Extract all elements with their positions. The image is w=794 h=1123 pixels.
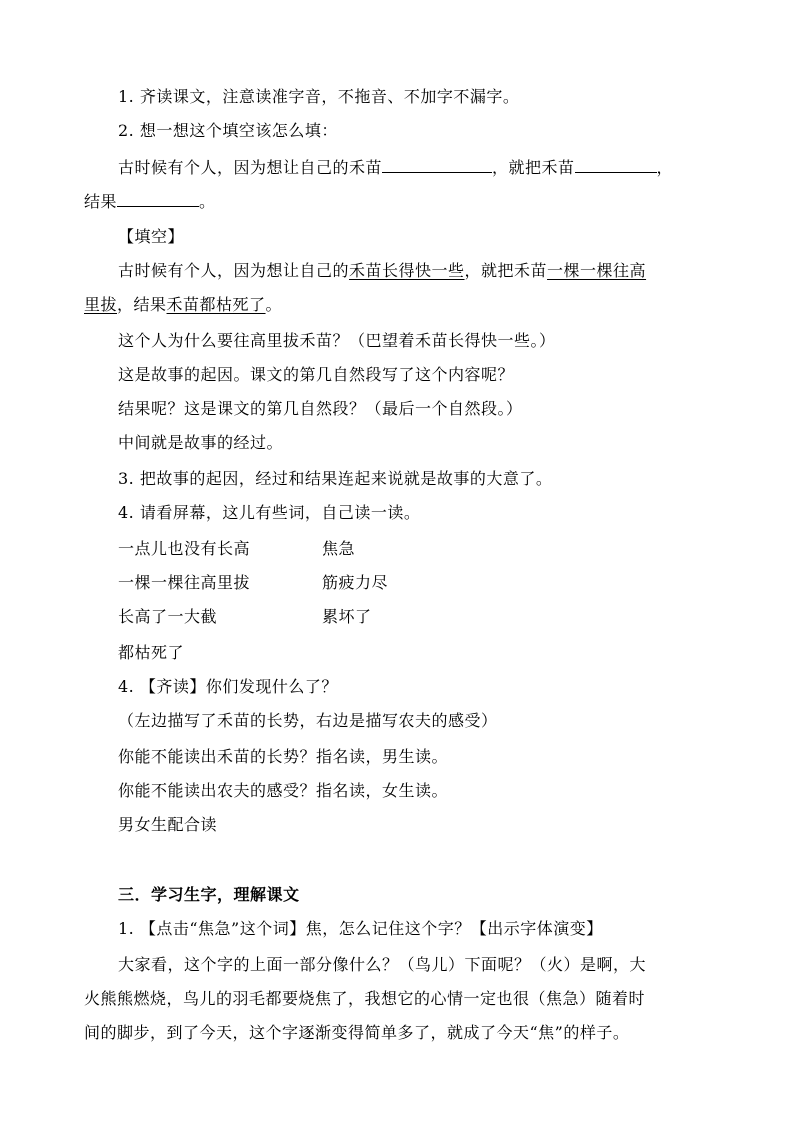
step-4-line: 4. 请看屏幕，这儿有些词，自己读一读。 bbox=[118, 503, 421, 522]
word-left: 长高了一大截 bbox=[118, 607, 218, 626]
fill-blank-sentence-cont bbox=[84, 190, 216, 213]
answer-sentence-cont bbox=[84, 294, 282, 316]
step-3-line: 3. 把故事的起因，经过和结果连起来说就是故事的大意了。 bbox=[118, 469, 553, 488]
answer-underlined: 禾苗长得快一些 bbox=[349, 261, 465, 280]
question-line: 这个人为什么要往高里拔禾苗？（巴望着禾苗长得快一些。） bbox=[118, 331, 556, 350]
step-2-line: 2. 想一想这个填空该怎么填： bbox=[118, 121, 338, 140]
word-right: 筋疲力尽 bbox=[322, 573, 389, 592]
text-line: 你能不能读出农夫的感受？指名读，女生读。 bbox=[118, 781, 449, 800]
word-left: 一棵一棵往高里拔 bbox=[118, 573, 251, 592]
sentence-part: 古时候有个人，因为想让自己的禾苗 bbox=[118, 158, 383, 177]
word-left: 一点儿也没有长高 bbox=[118, 539, 251, 558]
question-line: 结果呢？这是课文的第几自然段？（最后一个自然段。） bbox=[118, 399, 523, 418]
text-line: （左边描写了禾苗的长势，右边是描写农夫的感受） bbox=[118, 711, 498, 730]
paragraph-line: 大家看，这个字的上面一部分像什么？（鸟儿）下面呢？（火）是啊，大 bbox=[118, 955, 647, 974]
blank-line bbox=[575, 156, 657, 173]
paragraph-line: 火熊熊燃烧，鸟儿的羽毛都要烧焦了，我想它的心情一定也很（焦急）随着时 bbox=[84, 989, 646, 1008]
answer-sentence bbox=[118, 260, 646, 282]
blank-line bbox=[117, 190, 199, 207]
word-left: 都枯死了 bbox=[118, 643, 185, 662]
text-line: 中间就是故事的经过。 bbox=[118, 433, 284, 452]
question-line: 这是故事的起因。课文的第几自然段写了这个内容呢？ bbox=[118, 365, 515, 384]
blank-line bbox=[382, 156, 492, 173]
answer-underlined: 一棵一棵往高 bbox=[547, 261, 647, 280]
step-4b-line: 4. 【齐读】你们发现什么了？ bbox=[118, 677, 338, 696]
sentence-part: ，就把禾苗 bbox=[492, 158, 575, 177]
sentence-part: ，就把禾苗 bbox=[464, 261, 548, 280]
sentence-part: 。 bbox=[265, 295, 283, 314]
step-1-line: 1. 齐读课文，注意读准字音，不拖音、不加字不漏字。 bbox=[118, 87, 520, 106]
answer-underlined: 禾苗都枯死了 bbox=[166, 295, 266, 314]
fill-blank-sentence bbox=[118, 156, 673, 179]
paragraph-line: 间的脚步，到了今天，这个字逐渐变得简单多了，就成了今天“焦”的样子。 bbox=[84, 1023, 630, 1042]
step-1-line: 1. 【点击“焦急”这个词】焦，怎么记住这个字？【出示字体演变】 bbox=[118, 919, 603, 938]
sentence-part: ，结果 bbox=[117, 295, 167, 314]
sentence-part: ， bbox=[656, 158, 674, 177]
section-heading: 三．学习生字，理解课文 bbox=[118, 885, 300, 904]
answer-underlined: 里拔 bbox=[84, 295, 118, 314]
sentence-part: 古时候有个人，因为想让自己的 bbox=[118, 261, 350, 280]
text-line: 你能不能读出禾苗的长势？指名读，男生读。 bbox=[118, 747, 449, 766]
sentence-part: 。 bbox=[199, 192, 216, 211]
answer-heading: 【填空】 bbox=[118, 227, 185, 246]
text-line: 男女生配合读 bbox=[118, 815, 218, 834]
word-right: 焦急 bbox=[322, 539, 356, 558]
sentence-part: 结果 bbox=[84, 192, 118, 211]
word-right: 累坏了 bbox=[322, 607, 372, 626]
